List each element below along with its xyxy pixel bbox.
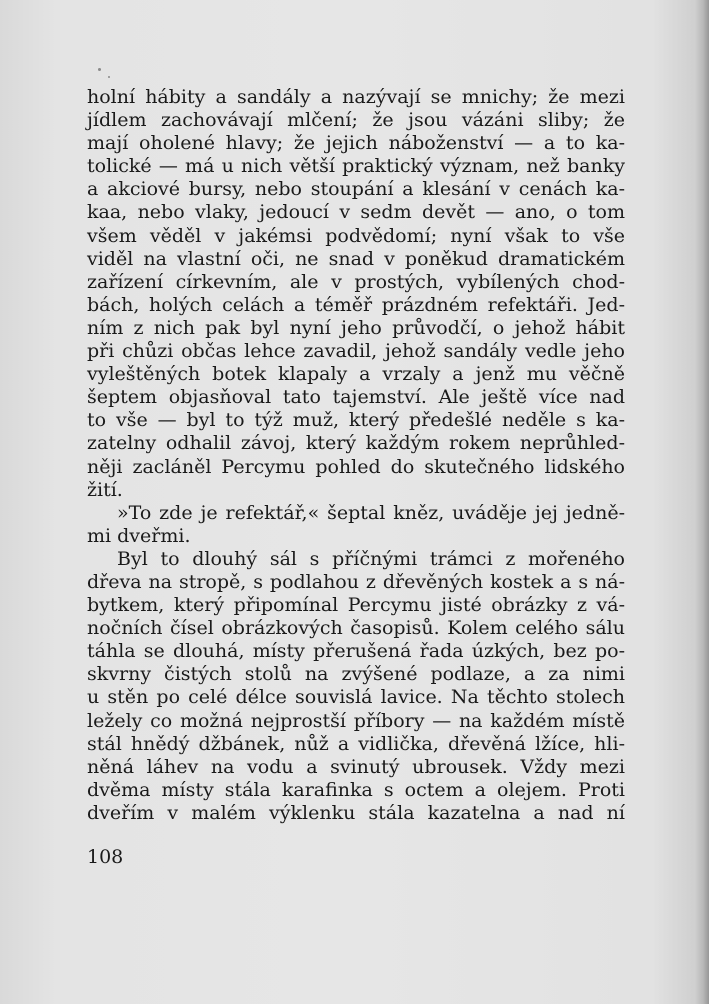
text-line: dveřím v malém výklenku stála kazatelna a nad ní <box>87 801 625 824</box>
text-line: mají oholené hlavy; že jejich náboženství — a to ka- <box>87 132 625 155</box>
text-line: skvrny čistých stolů na zvýšené podlaze, a za nimi <box>87 663 625 686</box>
text-line: žití. <box>87 478 123 501</box>
page-edge-shadow <box>695 0 709 1004</box>
text-line: a akciové bursy, nebo stoupání a klesání v cenách ka- <box>87 178 625 201</box>
text-line: to vše — byl to týž muž, který předešlé neděle s ka- <box>87 409 625 432</box>
page-number: 108 <box>87 846 124 868</box>
text-line: Byl to dlouhý sál s příčnými trámci z mořeného <box>117 547 625 570</box>
text-line: šeptem objasňoval tato tajemství. Ale ještě více nad <box>87 386 625 409</box>
text-line: bách, holých celách a téměř prázdném refektáři. Jed- <box>87 293 625 316</box>
text-line: něná láhev na vodu a svinutý ubrousek. Vždy mezi <box>87 755 625 778</box>
text-line: všem věděl v jakémsi podvědomí; nyní však to vše <box>87 224 625 247</box>
text-line: vyleštěných botek klapaly a vrzaly a jenž mu věčně <box>87 363 625 386</box>
text-line: nočních čísel obrázkových časopisů. Kolem celého sálu <box>87 617 625 640</box>
text-line: kaa, nebo vlaky, jedoucí v sedm devět — ano, o tom <box>87 201 625 224</box>
text-line: viděl na vlastní oči, ne snad v poněkud dramatickém <box>87 247 625 270</box>
text-line: jídlem zachovávají mlčení; že jsou vázáni sliby; že <box>87 109 625 132</box>
text-line: u stěn po celé délce souvislá lavice. Na těchto stolech <box>87 686 625 709</box>
text-line: dřeva na stropě, s podlahou z dřevěných kostek a s ná- <box>87 570 625 593</box>
text-line: ním z nich pak byl nyní jeho průvodčí, o jehož hábit <box>87 316 625 339</box>
text-line: při chůzi občas lehce zavadil, jehož sandály vedle jeho <box>87 340 625 363</box>
text-line: něji zacláněl Percymu pohled do skutečného lidského <box>87 455 625 478</box>
text-line: bytkem, který připomínal Percymu jisté obrázky z vá- <box>87 594 625 617</box>
body-text <box>87 86 625 825</box>
text-line: »To zde je refektář,« šeptal kněz, uváděje jej jedně- <box>117 501 625 524</box>
text-line: ležely co možná nejprostší příbory — na každém místě <box>87 709 625 732</box>
text-line: mi dveřmi. <box>87 524 191 547</box>
text-line: holní hábity a sandály a nazývají se mnichy; že mezi <box>87 86 625 108</box>
text-line: zařízení církevním, ale v prostých, vybílených chod- <box>87 270 625 293</box>
text-line: táhla se dlouhá, místy přerušená řada úzkých, bez po- <box>87 640 625 663</box>
text-line: stál hnědý džbánek, nůž a vidlička, dřevěná lžíce, hli- <box>87 732 625 755</box>
text-line: tolické — má u nich větší praktický význam, než banky <box>87 155 625 178</box>
print-speck <box>98 68 101 71</box>
print-speck <box>108 76 110 78</box>
text-line: dvěma místy stála karafinka s octem a olejem. Proti <box>87 778 625 801</box>
text-line: zatelny odhalil závoj, který každým rokem neprůhled- <box>87 432 625 455</box>
